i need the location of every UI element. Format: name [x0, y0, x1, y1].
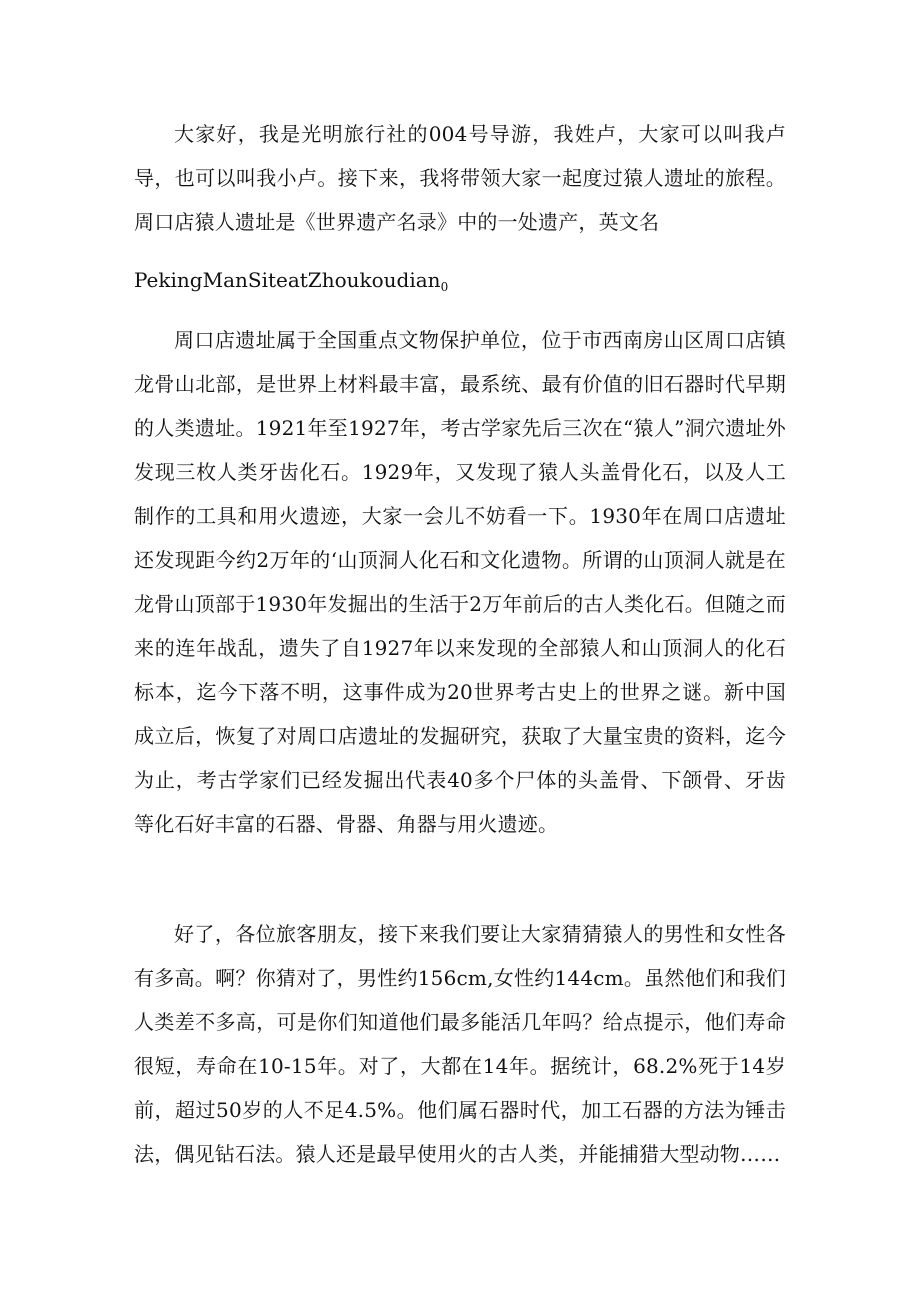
paragraph-facts: 好了，各位旅客朋友，接下来我们要让大家猜猜猿人的男性和女性各有多高。啊？你猜对了，男性约156cm,女性约144cm。虽然他们和我们人类差不多高，可是你们知道他们最多能活几年吗？给点提示，他们寿命很短，寿命在10-15年。对了，大都在14年。据统计，68.2%死于14岁前，超过50岁的人不足4.5%。他们属石器时代，加工石器的方法为锤击法，偶见钻石法。猿人还是最早使用火的古人类，并能捕猎大型动物…… — [134, 922, 786, 1166]
paragraph-history: 周口店遗址属于全国重点文物保护单位，位于市西南房山区周口店镇龙骨山北部，是世界上材料最丰富，最系统、最有价值的旧石器时代早期的人类遗址。1921年至1927年，考古学家先后三次在“猿人”洞穴遗址外发现三枚人类牙齿化石。1929年，又发现了猿人头盖骨化石，以及人工制作的工具和用火遗迹，大家一会儿不妨看一下。1930年在周口店遗址还发现距今约2万年的‘山顶洞人化石和文化遗物。所谓的山顶洞人就是在龙骨山顶部于1930年发掘出的生活于2万年前后的古人类化石。但随之而来的连年战乱，遗失了自1927年以来发现的全部猿人和山顶洞人的化石标本，迄今下落不明，这事件成为20世界考古史上的世界之谜。新中国成立后，恢复了对周口店遗址的发掘研究，获取了大量宝贵的资料，迄今为止，考古学家们已经发掘出代表40多个尸体的头盖骨、下颌骨、牙齿等化石好丰富的石器、骨器、角器与用火遗迹。 — [134, 328, 786, 836]
paragraph-intro-english — [134, 258, 448, 309]
english-site-name: PekingManSiteatZhoukoudian — [134, 268, 441, 292]
english-site-name-suffix: 0 — [440, 280, 449, 294]
paragraph-intro: 大家好，我是光明旅行社的004号导游，我姓卢，大家可以叫我卢导，也可以叫我小卢。接下来，我将带领大家一起度过猿人遗址的旅程。周口店猿人遗址是《世界遗产名录》中的一处遗产，英文名 — [134, 122, 786, 234]
